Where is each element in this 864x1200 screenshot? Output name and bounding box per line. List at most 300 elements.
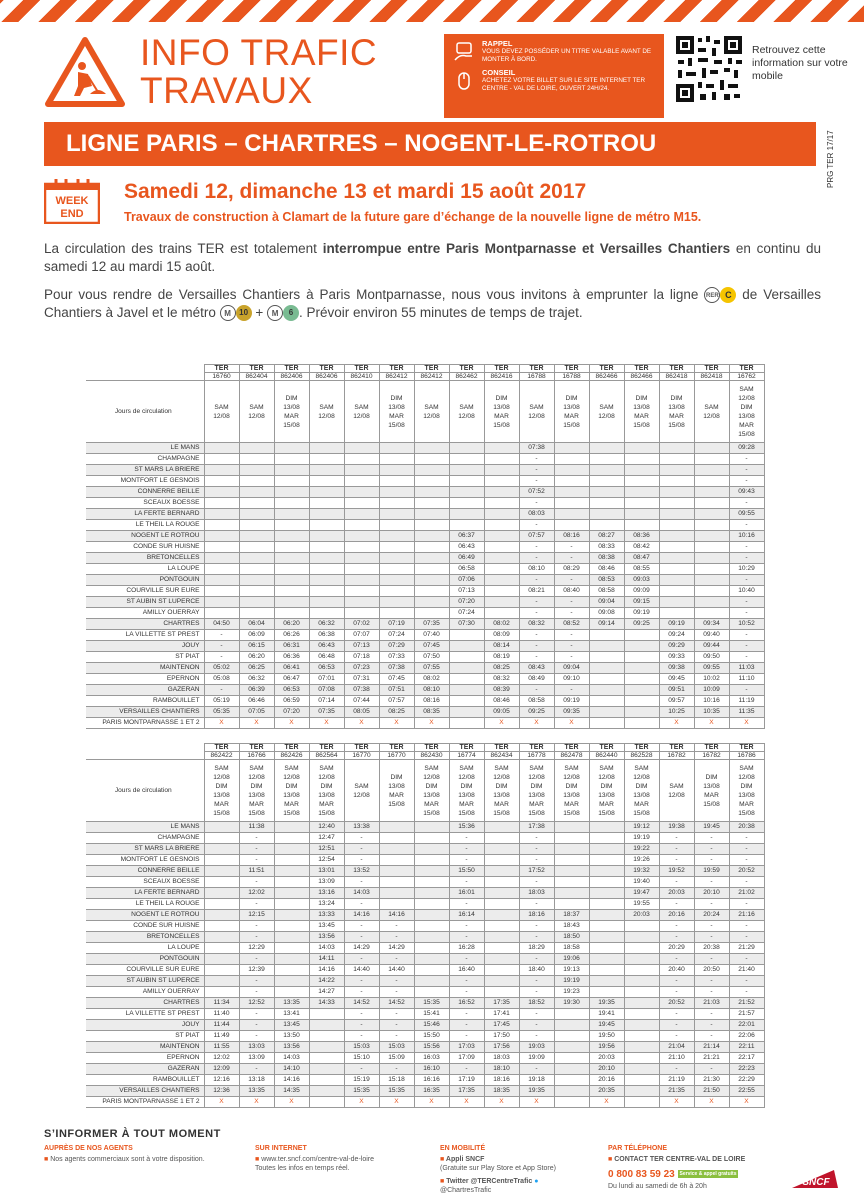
circulation-days: SAM 12/08 DIM 13/08 MAR 15/08 <box>309 760 344 822</box>
time-cell <box>624 932 659 943</box>
time-cell <box>204 465 239 476</box>
time-cell <box>449 696 484 707</box>
time-cell: - <box>519 465 554 476</box>
train-type: TER <box>484 365 519 373</box>
train-number: 16788 <box>554 373 589 381</box>
time-cell: 08:35 <box>414 707 449 718</box>
time-cell: X <box>659 1097 694 1108</box>
time-cell: - <box>694 1020 729 1031</box>
time-cell: X <box>344 718 379 729</box>
time-cell: - <box>554 597 589 608</box>
time-cell: X <box>204 1097 239 1108</box>
qr-code-icon[interactable] <box>674 34 744 104</box>
time-cell <box>589 987 624 998</box>
time-cell <box>694 454 729 465</box>
time-cell <box>309 465 344 476</box>
station-name: MONTFORT LE GESNOIS <box>86 476 204 487</box>
time-cell: 09:43 <box>729 487 764 498</box>
time-cell <box>624 652 659 663</box>
time-cell <box>414 954 449 965</box>
table-row <box>86 866 764 877</box>
table-row <box>86 987 764 998</box>
time-cell: - <box>344 921 379 932</box>
time-cell: X <box>694 718 729 729</box>
time-cell: 08:03 <box>519 509 554 520</box>
train-number: 16774 <box>449 752 484 760</box>
time-cell <box>309 1009 344 1020</box>
time-cell: - <box>729 833 764 844</box>
time-cell: - <box>659 899 694 910</box>
time-cell: - <box>449 855 484 866</box>
time-cell <box>554 877 589 888</box>
time-cell: 22:29 <box>729 1075 764 1086</box>
time-cell: 17:09 <box>449 1053 484 1064</box>
twitter-link[interactable]: Twitter @TERCentreTrafic <box>446 1178 533 1185</box>
time-cell: - <box>694 899 729 910</box>
table-row <box>86 1064 764 1075</box>
website-link[interactable]: www.ter.sncf.com/centre-val-de-loire <box>261 1156 375 1163</box>
time-cell <box>379 465 414 476</box>
time-cell <box>694 608 729 619</box>
time-cell: 14:27 <box>309 987 344 998</box>
time-cell: - <box>519 630 554 641</box>
time-cell <box>379 443 414 454</box>
time-cell: 15:50 <box>449 866 484 877</box>
time-cell: 17:35 <box>484 998 519 1009</box>
time-cell: - <box>694 855 729 866</box>
time-cell: 06:09 <box>239 630 274 641</box>
time-cell: - <box>694 833 729 844</box>
phone-number[interactable]: 0 800 83 59 23 <box>608 1169 675 1181</box>
circulation-days: SAM 12/08 DIM 13/08 MAR 15/08 <box>624 760 659 822</box>
table-row <box>86 553 764 564</box>
station-name: RAMBOUILLET <box>86 1075 204 1086</box>
time-cell: - <box>694 877 729 888</box>
time-cell <box>309 454 344 465</box>
time-cell: 06:25 <box>239 663 274 674</box>
time-cell: - <box>659 954 694 965</box>
time-cell <box>309 520 344 531</box>
station-name: ST MARS LA BRIERE <box>86 465 204 476</box>
time-cell: 13:45 <box>309 921 344 932</box>
time-cell: - <box>519 855 554 866</box>
time-cell <box>449 707 484 718</box>
time-cell <box>239 553 274 564</box>
time-cell: X <box>589 1097 624 1108</box>
time-cell <box>484 855 519 866</box>
train-type: TER <box>309 365 344 373</box>
time-cell <box>309 1020 344 1031</box>
time-cell: 09:50 <box>694 652 729 663</box>
time-cell <box>239 476 274 487</box>
time-cell <box>344 586 379 597</box>
time-cell <box>624 498 659 509</box>
time-cell: - <box>659 877 694 888</box>
time-cell: 16:35 <box>414 1086 449 1097</box>
time-cell <box>589 899 624 910</box>
time-cell: 09:25 <box>519 707 554 718</box>
time-cell: 08:25 <box>379 707 414 718</box>
time-cell: 11:49 <box>204 1031 239 1042</box>
time-cell <box>414 822 449 833</box>
time-cell: - <box>694 1064 729 1075</box>
time-cell: 13:52 <box>344 866 379 877</box>
time-cell: 11:51 <box>239 866 274 877</box>
time-cell <box>204 987 239 998</box>
time-cell: 14:03 <box>309 943 344 954</box>
time-cell: 18:16 <box>484 1075 519 1086</box>
time-cell <box>414 443 449 454</box>
time-cell <box>659 520 694 531</box>
time-cell <box>309 575 344 586</box>
station-name: MAINTENON <box>86 1042 204 1053</box>
time-cell: 19:13 <box>554 965 589 976</box>
table-row <box>86 954 764 965</box>
train-number: 16760 <box>204 373 239 381</box>
time-cell: 08:19 <box>484 652 519 663</box>
time-cell <box>379 476 414 487</box>
time-cell: 19:19 <box>624 833 659 844</box>
time-cell: 10:09 <box>694 685 729 696</box>
station-name: ST AUBIN ST LUPERCE <box>86 976 204 987</box>
time-cell <box>414 586 449 597</box>
time-cell <box>379 866 414 877</box>
time-cell: 15:35 <box>344 1086 379 1097</box>
time-cell: 11:19 <box>729 696 764 707</box>
time-cell <box>274 877 309 888</box>
train-number: 862564 <box>309 752 344 760</box>
time-cell: 07:57 <box>379 696 414 707</box>
train-type: TER <box>379 365 414 373</box>
time-cell <box>449 652 484 663</box>
train-number: 862478 <box>554 752 589 760</box>
time-cell <box>449 465 484 476</box>
time-cell: 16:52 <box>449 998 484 1009</box>
time-cell <box>204 899 239 910</box>
table-row <box>86 910 764 921</box>
circulation-days: SAM 12/08 <box>589 381 624 443</box>
sncf-app-link[interactable]: Appli SNCF <box>445 1156 485 1163</box>
time-cell <box>554 1031 589 1042</box>
time-cell: 20:10 <box>589 1064 624 1075</box>
time-cell: - <box>239 954 274 965</box>
time-cell <box>589 520 624 531</box>
train-type: TER <box>484 744 519 752</box>
time-cell <box>449 509 484 520</box>
time-cell: 15:19 <box>344 1075 379 1086</box>
time-cell: 13:56 <box>309 932 344 943</box>
time-cell: 08:21 <box>519 586 554 597</box>
time-cell <box>204 965 239 976</box>
time-cell: - <box>449 877 484 888</box>
table-row <box>86 685 764 696</box>
time-cell: 08:40 <box>554 586 589 597</box>
time-cell <box>414 866 449 877</box>
time-cell: - <box>519 1009 554 1020</box>
time-cell <box>659 564 694 575</box>
time-cell <box>274 976 309 987</box>
time-cell: 20:03 <box>589 1053 624 1064</box>
time-cell: 21:16 <box>729 910 764 921</box>
time-cell: X <box>309 718 344 729</box>
time-cell <box>589 487 624 498</box>
time-cell: 06:15 <box>239 641 274 652</box>
time-cell <box>239 465 274 476</box>
time-cell: - <box>239 987 274 998</box>
train-type: TER <box>659 365 694 373</box>
station-name: LE MANS <box>86 443 204 454</box>
circulation-days: SAM 12/08 DIM 13/08 MAR 15/08 <box>239 760 274 822</box>
time-cell: 09:08 <box>589 608 624 619</box>
time-cell <box>414 487 449 498</box>
time-cell <box>379 597 414 608</box>
time-cell <box>414 553 449 564</box>
time-cell: 19:35 <box>589 998 624 1009</box>
station-name: SCEAUX BOESSE <box>86 498 204 509</box>
time-cell: 07:40 <box>414 630 449 641</box>
train-number: 16786 <box>729 752 764 760</box>
time-cell: 15:18 <box>379 1075 414 1086</box>
time-cell: - <box>659 987 694 998</box>
time-cell: 20:16 <box>659 910 694 921</box>
train-type: TER <box>624 365 659 373</box>
time-cell: 17:50 <box>484 1031 519 1042</box>
time-cell: 17:38 <box>519 822 554 833</box>
train-number: 16770 <box>379 752 414 760</box>
timetable-1 <box>86 364 765 729</box>
time-cell: - <box>519 877 554 888</box>
time-cell: 13:16 <box>309 888 344 899</box>
train-number: 862406 <box>274 373 309 381</box>
time-cell <box>239 564 274 575</box>
time-cell: - <box>379 1020 414 1031</box>
time-cell: - <box>344 987 379 998</box>
circulation-days: SAM 12/08 DIM 13/08 MAR 15/08 <box>519 760 554 822</box>
time-cell: - <box>659 976 694 987</box>
svg-text:SNCF: SNCF <box>802 1177 830 1188</box>
time-cell: 14:03 <box>274 1053 309 1064</box>
time-cell <box>379 822 414 833</box>
time-cell: 11:40 <box>204 1009 239 1020</box>
station-name: PARIS MONTPARNASSE 1 ET 2 <box>86 718 204 729</box>
train-type: TER <box>239 744 274 752</box>
time-cell <box>239 487 274 498</box>
dates-title: Samedi 12, dimanche 13 et mardi 15 août 2017 <box>124 180 587 203</box>
time-cell <box>414 943 449 954</box>
time-cell: 18:16 <box>519 910 554 921</box>
time-cell <box>274 943 309 954</box>
time-cell: 08:58 <box>589 586 624 597</box>
circulation-days: SAM 12/08 <box>204 381 239 443</box>
time-cell: - <box>449 1009 484 1020</box>
train-number: 16766 <box>239 752 274 760</box>
time-cell: 07:14 <box>309 696 344 707</box>
table-row <box>86 476 764 487</box>
station-name: LA FERTE BERNARD <box>86 509 204 520</box>
time-cell <box>659 575 694 586</box>
time-cell <box>414 454 449 465</box>
train-type: TER <box>239 365 274 373</box>
time-cell: 21:50 <box>694 1086 729 1097</box>
time-cell: 22:11 <box>729 1042 764 1053</box>
circulation-days: SAM 12/08 DIM 13/08 MAR 15/08 <box>274 760 309 822</box>
time-cell: - <box>449 1031 484 1042</box>
time-cell <box>624 718 659 729</box>
time-cell <box>449 454 484 465</box>
time-cell <box>624 663 659 674</box>
circulation-days: SAM 12/08 <box>239 381 274 443</box>
station-name: PONTGOUIN <box>86 954 204 965</box>
table-row <box>86 833 764 844</box>
time-cell <box>624 921 659 932</box>
time-cell <box>204 844 239 855</box>
time-cell: - <box>519 685 554 696</box>
time-cell: 07:29 <box>379 641 414 652</box>
time-cell: - <box>519 608 554 619</box>
time-cell <box>344 608 379 619</box>
time-cell <box>589 663 624 674</box>
table-row <box>86 822 764 833</box>
time-cell <box>589 976 624 987</box>
station-name: COURVILLE SUR EURE <box>86 965 204 976</box>
time-cell <box>624 696 659 707</box>
time-cell <box>414 465 449 476</box>
time-cell: - <box>554 641 589 652</box>
table-row <box>86 542 764 553</box>
train-type: TER <box>729 365 764 373</box>
train-number: 16788 <box>519 373 554 381</box>
time-cell: 10:02 <box>694 674 729 685</box>
time-cell: 09:19 <box>659 619 694 630</box>
time-cell <box>484 987 519 998</box>
time-cell <box>379 833 414 844</box>
time-cell: 07:51 <box>379 685 414 696</box>
time-cell: 21:10 <box>659 1053 694 1064</box>
time-cell: 16:16 <box>414 1075 449 1086</box>
time-cell <box>554 509 589 520</box>
time-cell: 17:19 <box>449 1075 484 1086</box>
time-cell: 21:21 <box>694 1053 729 1064</box>
table-row <box>86 608 764 619</box>
time-cell: - <box>659 1064 694 1075</box>
days-label: Jours de circulation <box>86 760 204 822</box>
station-name: RAMBOUILLET <box>86 696 204 707</box>
time-cell: - <box>519 899 554 910</box>
time-cell: 06:59 <box>274 696 309 707</box>
time-cell: 07:38 <box>519 443 554 454</box>
time-cell: 19:47 <box>624 888 659 899</box>
time-cell <box>309 498 344 509</box>
time-cell: 09:34 <box>694 619 729 630</box>
time-cell: 15:35 <box>379 1086 414 1097</box>
time-cell: - <box>694 954 729 965</box>
time-cell: - <box>344 1009 379 1020</box>
train-type: TER <box>659 744 694 752</box>
time-cell <box>554 1075 589 1086</box>
time-cell <box>379 531 414 542</box>
time-cell: 05:02 <box>204 663 239 674</box>
time-cell: 14:11 <box>309 954 344 965</box>
circulation-days: SAM 12/08 <box>694 381 729 443</box>
time-cell <box>589 855 624 866</box>
time-cell: 11:44 <box>204 1020 239 1031</box>
time-cell <box>309 553 344 564</box>
station-name: PONTGOUIN <box>86 575 204 586</box>
time-cell <box>589 718 624 729</box>
time-cell <box>694 575 729 586</box>
train-number: 862418 <box>659 373 694 381</box>
time-cell: - <box>729 932 764 943</box>
time-cell: - <box>554 575 589 586</box>
station-name: BRETONCELLES <box>86 932 204 943</box>
circulation-days: SAM 12/08 DIM 13/08 MAR 15/08 <box>729 760 764 822</box>
time-cell <box>484 866 519 877</box>
time-cell <box>414 531 449 542</box>
time-cell <box>344 553 379 564</box>
time-cell <box>414 844 449 855</box>
train-type: TER <box>519 365 554 373</box>
time-cell: - <box>519 1031 554 1042</box>
time-cell <box>204 855 239 866</box>
time-cell <box>379 542 414 553</box>
time-cell <box>309 487 344 498</box>
time-cell <box>274 932 309 943</box>
circulation-days: DIM 13/08 MAR 15/08 <box>379 381 414 443</box>
station-name: MAINTENON <box>86 663 204 674</box>
station-name: CHAMPAGNE <box>86 833 204 844</box>
train-number: 862462 <box>449 373 484 381</box>
circulation-days: SAM 12/08 DIM 13/08 MAR 15/08 <box>484 760 519 822</box>
circulation-days: DIM 13/08 MAR 15/08 <box>554 381 589 443</box>
time-cell <box>274 465 309 476</box>
table-row <box>86 465 764 476</box>
time-cell: - <box>449 976 484 987</box>
mouse-icon <box>452 69 476 93</box>
time-cell: 19:50 <box>589 1031 624 1042</box>
time-cell: 13:09 <box>309 877 344 888</box>
table-row <box>86 564 764 575</box>
time-cell <box>554 454 589 465</box>
time-cell: 18:58 <box>554 943 589 954</box>
time-cell: 20:38 <box>694 943 729 954</box>
time-cell <box>344 498 379 509</box>
time-cell <box>414 965 449 976</box>
station-name: MONTFORT LE GESNOIS <box>86 855 204 866</box>
time-cell: 16:14 <box>449 910 484 921</box>
train-number: 862406 <box>309 373 344 381</box>
time-cell: 20:52 <box>729 866 764 877</box>
time-cell: 16:10 <box>414 1064 449 1075</box>
time-cell <box>659 542 694 553</box>
time-cell <box>414 509 449 520</box>
time-cell: 21:57 <box>729 1009 764 1020</box>
time-cell: 06:48 <box>309 652 344 663</box>
time-cell: 14:16 <box>379 910 414 921</box>
time-cell <box>554 487 589 498</box>
time-cell: 08:05 <box>344 707 379 718</box>
time-cell: 13:09 <box>239 1053 274 1064</box>
time-cell: 14:33 <box>309 998 344 1009</box>
table-row <box>86 707 764 718</box>
time-cell <box>449 641 484 652</box>
time-cell <box>344 597 379 608</box>
time-cell: - <box>344 899 379 910</box>
time-cell <box>344 509 379 520</box>
time-cell <box>484 476 519 487</box>
time-cell <box>414 932 449 943</box>
time-cell: - <box>519 844 554 855</box>
time-cell <box>344 575 379 586</box>
